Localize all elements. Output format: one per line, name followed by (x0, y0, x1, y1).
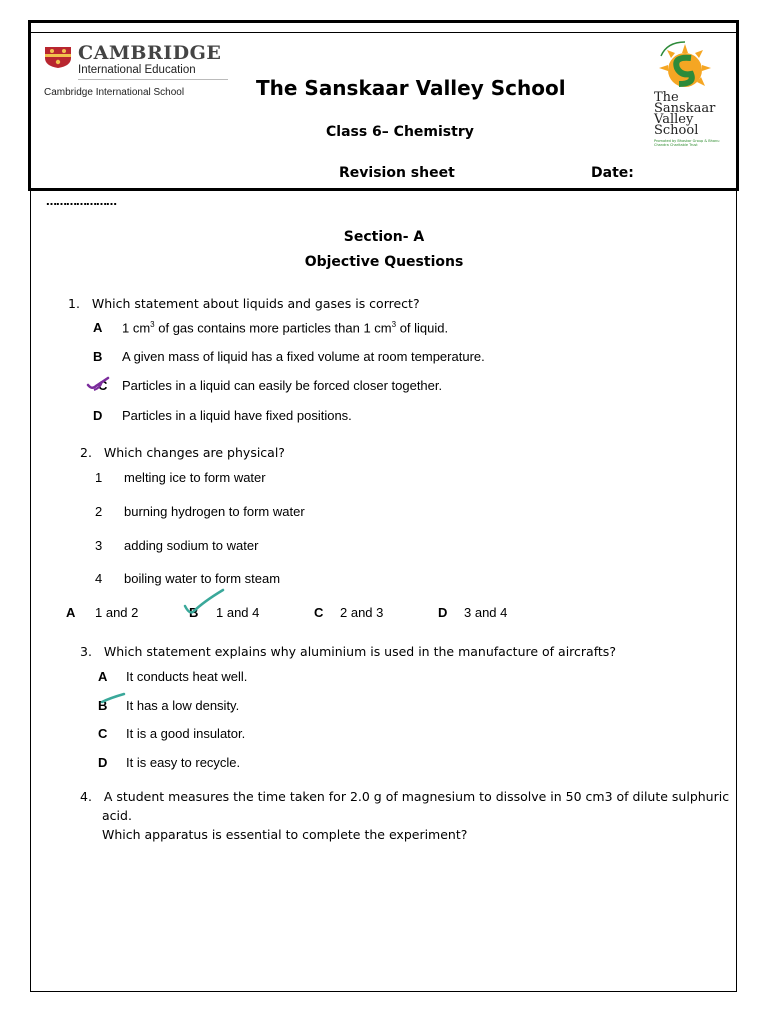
logo-line-3: Valley (654, 112, 694, 127)
q2-statement-3-text: adding sodium to water (124, 538, 259, 553)
q2-statement-4-num: 4 (95, 571, 103, 586)
q2-option-a-text: 1 and 2 (95, 605, 139, 620)
sanskaar-sun-icon (645, 40, 725, 96)
q3-option-d-letter: D (98, 755, 108, 770)
q1-option-c-letter: C (98, 378, 108, 393)
question-3-number: 3. (80, 644, 92, 659)
q1-option-d-text: Particles in a liquid have fixed positions. (122, 408, 352, 423)
q2-option-c-letter: C (314, 605, 324, 620)
cambridge-wordmark: CAMBRIDGE (78, 42, 222, 64)
q2-statement-4-text: boiling water to form steam (124, 571, 281, 586)
question-4 (80, 789, 729, 804)
q2-statement-3-num: 3 (95, 538, 103, 553)
logo-line-4: School (654, 123, 699, 138)
q3-option-c-text: It is a good insulator. (126, 726, 246, 741)
logo-line-1: The (654, 90, 679, 105)
q2-option-d-text: 3 and 4 (464, 605, 508, 620)
q3-option-b-text: It has a low density. (126, 698, 240, 713)
question-2-number: 2. (80, 445, 92, 460)
q1-option-b-letter: B (93, 349, 103, 364)
question-1 (68, 296, 420, 311)
question-3 (80, 644, 616, 659)
question-4-text-line-3: Which apparatus is essential to complete the experiment? (102, 827, 468, 842)
class-subject: Class 6– Chemistry (326, 124, 474, 140)
header-top-rule (31, 32, 737, 33)
blank-dots: ………………… (46, 195, 116, 208)
question-1-number: 1. (68, 296, 80, 311)
question-2-text: Which changes are physical? (103, 445, 285, 460)
q1-option-a-letter: A (93, 320, 103, 335)
q3-option-d-text: It is easy to recycle. (126, 755, 241, 770)
q1-answer-tick-icon (86, 376, 112, 394)
question-1-text: Which statement about liquids and gases is correct? (91, 296, 420, 311)
q2-statement-1-num: 1 (95, 470, 103, 485)
q3-answer-tick-icon (100, 692, 128, 706)
cambridge-school-label: Cambridge International School (44, 87, 185, 98)
question-4-text-line-1: A student measures the time taken for 2.0 g of magnesium to dissolve in 50 cm3 of dilute sulphuric (103, 789, 730, 804)
q1-option-c-text: Particles in a liquid can easily be forced closer together. (122, 378, 443, 393)
q3-option-a-letter: A (98, 669, 108, 684)
section-subtitle: Objective Questions (304, 254, 464, 270)
cambridge-divider (78, 79, 228, 80)
q2-option-a-letter: A (66, 605, 76, 620)
q2-statement-1-text: melting ice to form water (124, 470, 266, 485)
question-3-text: Which statement explains why aluminium is used in the manufacture of aircrafts? (103, 644, 616, 659)
q2-statement-2-text: burning hydrogen to form water (124, 504, 305, 519)
q1-option-a-text: 1 $cm^3$ of gas contains more particles than 1 $cm^3$ of liquid. (122, 320, 449, 336)
q1-option-d-letter: D (93, 408, 103, 423)
question-2 (80, 445, 285, 460)
section-title: Section- A (343, 229, 425, 245)
q2-option-d-letter: D (438, 605, 448, 620)
q3-option-c-letter: C (98, 726, 108, 741)
q2-option-c-text: 2 and 3 (340, 605, 384, 620)
q1-option-b-text: A given mass of liquid has a fixed volume at room temperature. (122, 349, 485, 364)
cambridge-subtitle: International Education (78, 64, 196, 76)
date-label: Date: (591, 165, 634, 181)
cambridge-logo (44, 44, 239, 104)
sanskaar-logo (645, 40, 725, 152)
question-4-number: 4. (80, 789, 92, 804)
q2-option-b-text: 1 and 4 (216, 605, 260, 620)
q2-option-b-letter: B (189, 605, 199, 620)
q3-option-b-letter: B (98, 698, 108, 713)
logo-line-2: Sanskaar (654, 101, 716, 116)
sheet-type: Revision sheet (339, 165, 455, 181)
cambridge-shield-icon (44, 46, 72, 68)
sanskaar-logo-text (654, 92, 715, 136)
question-4-text-line-2: acid. (102, 808, 132, 823)
q2-statement-2-num: 2 (95, 504, 103, 519)
sanskaar-logo-tagline: Promoted by Bhaskar Group & Bhanu Chandra Charitable Trust (654, 139, 720, 147)
school-title: The Sanskaar Valley School (256, 76, 566, 100)
q3-option-a-text: It conducts heat well. (126, 669, 248, 684)
